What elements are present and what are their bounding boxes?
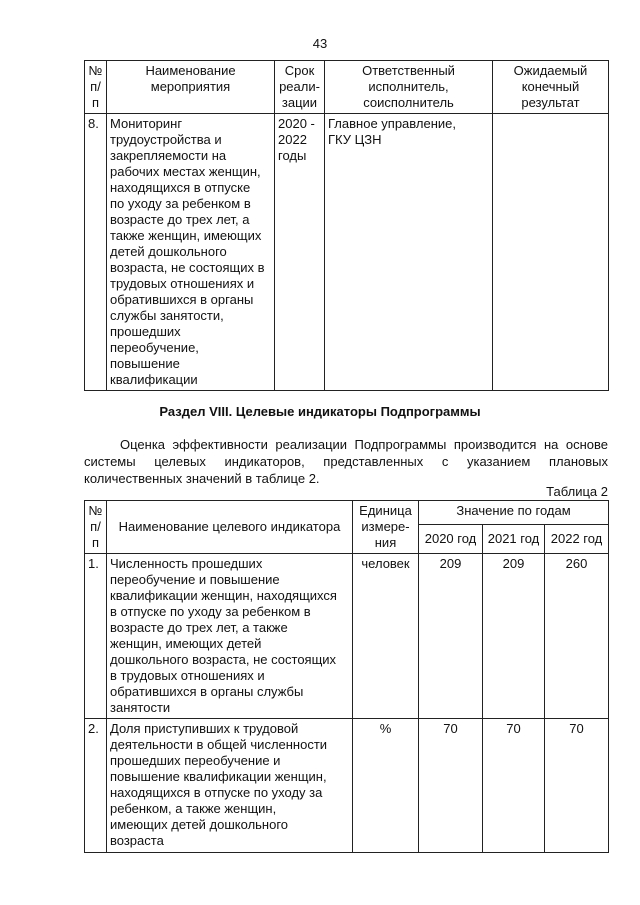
header-term: Срок реали- зации [275, 61, 325, 114]
table-row [85, 114, 609, 391]
row-value-2020: 70 [419, 719, 483, 853]
header-result: Ожидаемый конечный результат [493, 61, 609, 114]
row-num: 8. [85, 114, 107, 391]
header-values-group: Значение по годам [419, 501, 609, 525]
row-num: 1. [85, 554, 107, 719]
table-header-row [85, 61, 609, 114]
row-result [493, 114, 609, 391]
row-value-2022: 70 [545, 719, 609, 853]
header-indicator-name: Наименование целевого индикатора [107, 501, 353, 554]
row-unit: человек [353, 554, 419, 719]
table-header-row [85, 501, 609, 525]
row-responsible: Главное управление, ГКУ ЦЗН [325, 114, 493, 391]
header-num: № п/п [85, 61, 107, 114]
activities-table [84, 60, 609, 391]
row-value-2022: 260 [545, 554, 609, 719]
row-unit: % [353, 719, 419, 853]
row-term: 2020 - 2022 годы [275, 114, 325, 391]
header-unit: Единица измере- ния [353, 501, 419, 554]
row-value-2021: 70 [483, 719, 545, 853]
table-row [85, 719, 609, 853]
header-num: № п/п [85, 501, 107, 554]
header-year-2022: 2022 год [545, 524, 609, 553]
row-indicator-name: Численность прошедших переобучение и повышение квалификации женщин, находящихся в отпуске по уходу за ребенком в возрасте до трех лет, а также женщин, имеющих детей дошкольного возраста, не состоящих в трудовых отношениях и обратившихся в органы службы занятости [107, 554, 353, 719]
header-year-2021: 2021 год [483, 524, 545, 553]
row-indicator-name: Доля приступивших к трудовой деятельности в общей численности прошедших переобучение и повышение квалификации женщин, находящихся в отпуске по уходу за ребенком, а также женщин, имеющих детей дошкольного возраста [107, 719, 353, 853]
section-title: Раздел VIII. Целевые индикаторы Подпрограммы [159, 404, 481, 419]
row-num: 2. [85, 719, 107, 853]
header-activity-name: Наименование мероприятия [107, 61, 275, 114]
row-value-2021: 209 [483, 554, 545, 719]
table-row [85, 554, 609, 719]
header-year-2020: 2020 год [419, 524, 483, 553]
indicators-table [84, 500, 609, 853]
row-activity-name: Мониторинг трудоустройства и закрепляемости на рабочих местах женщин, находящихся в отпуске по уходу за ребенком в возрасте до трех лет, а также женщин, имеющих детей дошкольного возраста, не состоящих в трудовых отношениях и обратившихся в органы службы занятости, прошедших переобучение, повышение квалификации [107, 114, 275, 391]
table-caption: Таблица 2 [546, 484, 608, 499]
page-number: 43 [312, 36, 328, 51]
row-value-2020: 209 [419, 554, 483, 719]
header-responsible: Ответственный исполнитель, соисполнитель [325, 61, 493, 114]
intro-paragraph: Оценка эффективности реализации Подпрограммы производится на основе системы целевых индикаторов, представленных с указанием плановых количественных значений в таблице 2. [84, 437, 608, 486]
